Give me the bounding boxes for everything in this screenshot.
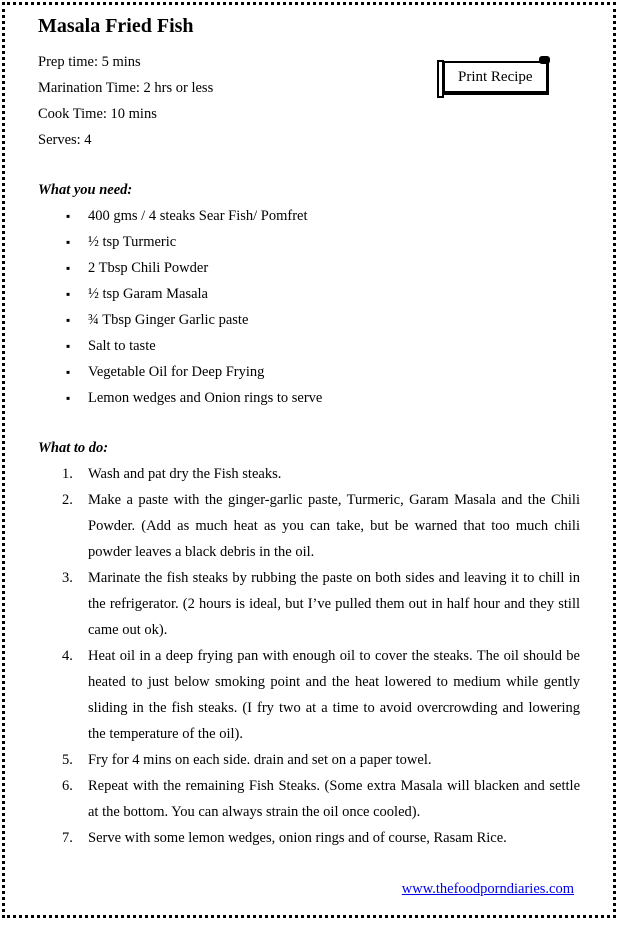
step-number: 5. xyxy=(62,752,73,768)
bullet-icon: ▪ xyxy=(66,365,71,379)
ingredient-text: ½ tsp Turmeric xyxy=(88,234,177,250)
ingredient-item xyxy=(38,333,580,359)
step-text: Marinate the fish steaks by rubbing the paste on both sides and leaving it to chill in the refrigerator. (2 hours is ideal, but I’ve pulled them out in half hour and they still came out ok). xyxy=(88,570,580,638)
bullet-icon: ▪ xyxy=(66,287,71,301)
ingredient-item xyxy=(38,385,580,411)
direction-step xyxy=(38,461,580,487)
button-frame-left-bar xyxy=(437,60,444,98)
ingredient-text: ½ tsp Garam Masala xyxy=(88,286,208,302)
step-text: Heat oil in a deep frying pan with enough oil to cover the steaks. The oil should be heated to just below smoking point and the heat lowered to medium while gently sliding in the fish steaks. (I fry two at a time to avoid overcrowding and lowering the temperature of the oil). xyxy=(88,648,580,742)
step-text: Make a paste with the ginger-garlic paste, Turmeric, Garam Masala and the Chili Powder. (Add as much heat as you can take, but be warned that too much chili powder leaves a black debris in the oil. xyxy=(88,492,580,560)
ingredient-text: Vegetable Oil for Deep Frying xyxy=(88,364,265,380)
direction-step xyxy=(38,565,580,643)
marination-time: Marination Time: 2 hrs or less xyxy=(38,80,214,96)
button-frame-corner-notch xyxy=(539,56,550,64)
ingredient-text: 2 Tbsp Chili Powder xyxy=(88,260,209,276)
print-recipe-button-label: Print Recipe xyxy=(458,69,533,85)
ingredient-text: Salt to taste xyxy=(88,338,156,354)
step-text: Serve with some lemon wedges, onion rings and of course, Rasam Rice. xyxy=(88,830,507,846)
ingredient-item xyxy=(38,203,580,229)
direction-step xyxy=(38,487,580,565)
ingredient-text: 400 gms / 4 steaks Sear Fish/ Pomfret xyxy=(88,208,308,224)
website-link[interactable]: www.thefoodporndiaries.com xyxy=(401,881,574,897)
ingredient-item xyxy=(38,307,580,333)
bullet-icon: ▪ xyxy=(66,339,71,353)
serves: Serves: 4 xyxy=(38,132,92,148)
step-text: Fry for 4 mins on each side. drain and set on a paper towel. xyxy=(88,752,432,768)
step-number: 4. xyxy=(62,648,73,664)
prep-time: Prep time: 5 mins xyxy=(38,54,141,70)
direction-step xyxy=(38,747,580,773)
ingredients-heading: What you need: xyxy=(38,182,133,198)
directions-heading: What to do: xyxy=(38,440,109,456)
ingredient-item xyxy=(38,229,580,255)
recipe-page xyxy=(2,2,616,918)
print-recipe-button[interactable] xyxy=(443,61,549,95)
bullet-icon: ▪ xyxy=(66,261,71,275)
ingredients-list xyxy=(38,203,580,411)
recipe-title: Masala Fried Fish xyxy=(38,15,194,37)
ingredient-item xyxy=(38,281,580,307)
direction-step xyxy=(38,643,580,747)
direction-step xyxy=(38,825,580,851)
step-number: 1. xyxy=(62,466,73,482)
step-text: Wash and pat dry the Fish steaks. xyxy=(88,466,282,482)
step-number: 2. xyxy=(62,492,73,508)
recipe-content xyxy=(5,5,613,902)
step-number: 7. xyxy=(62,830,73,846)
directions-list xyxy=(38,461,580,851)
step-number: 3. xyxy=(62,570,73,586)
ingredient-text: ¾ Tbsp Ginger Garlic paste xyxy=(88,312,249,328)
bullet-icon: ▪ xyxy=(66,313,71,327)
direction-step xyxy=(38,773,580,825)
step-text: Repeat with the remaining Fish Steaks. (Some extra Masala will blacken and settle at the bottom. You can always strain the oil once cooled). xyxy=(88,778,580,820)
footer xyxy=(38,876,580,902)
ingredient-item xyxy=(38,359,580,385)
bullet-icon: ▪ xyxy=(66,235,71,249)
cook-time: Cook Time: 10 mins xyxy=(38,106,157,122)
print-button-container xyxy=(443,61,549,95)
bullet-icon: ▪ xyxy=(66,391,71,405)
bullet-icon: ▪ xyxy=(66,209,71,223)
ingredient-text: Lemon wedges and Onion rings to serve xyxy=(88,390,323,406)
step-number: 6. xyxy=(62,778,73,794)
ingredient-item xyxy=(38,255,580,281)
